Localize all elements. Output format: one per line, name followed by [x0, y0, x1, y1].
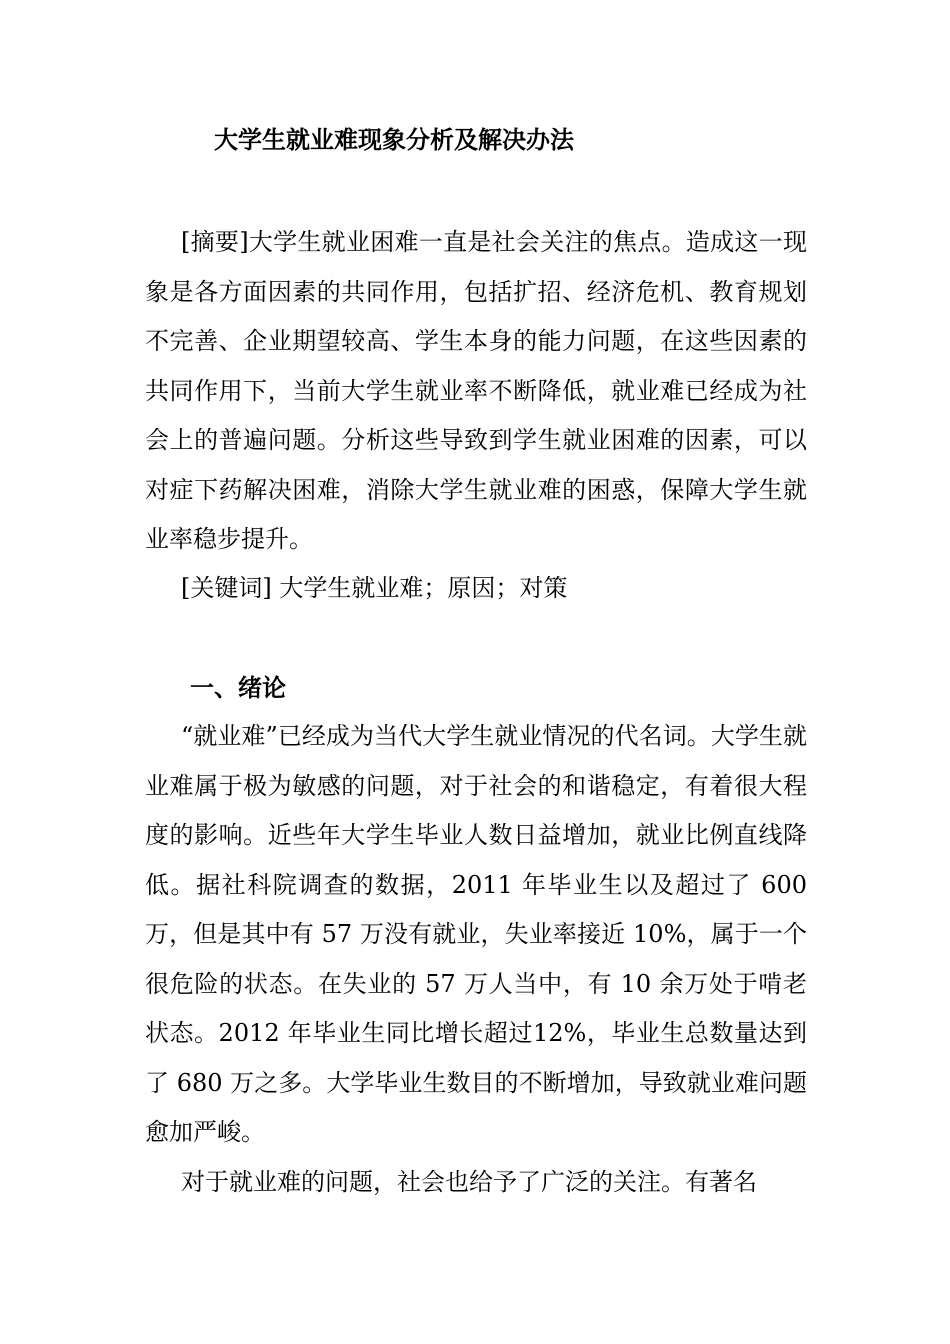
document-title: 大学生就业难现象分析及解决办法: [214, 126, 574, 154]
abstract-paragraph: [摘要]大学生就业困难一直是社会关注的焦点。造成这一现象是各方面因素的共同作用，包括扩招、经济危机、教育规划不完善、企业期望较高、学生本身的能力问题，在这些因素的共同作用下，当前大学生就业率不断降低，就业难已经成为社会上的普遍问题。分析这些导致到学生就业困难的因素，可以对症下药解决困难，消除大学生就业难的困惑，保障大学生就业率稳步提升。: [145, 228, 807, 553]
section-heading-introduction: 一、绪论: [190, 674, 286, 702]
introduction-paragraph-1: “就业难”已经成为当代大学生就业情况的代名词。大学生就业难属于极为敏感的问题，对于社会的和谐稳定，有着很大程度的影响。近些年大学生毕业人数日益增加，就业比例直线降低。据社科院调查的数据，2011 年毕业生以及超过了 600 万，但是其中有 57 万没有就业，失业率接近 10%，属于一个很危险的状态。在失业的 57 万人当中，有 10 余万处于啃老状态。2012 年毕业生同比增长超过12%，毕业生总数量达到了 680 万之多。大学毕业生数目的不断增加，导致就业难问题愈加严峻。: [145, 722, 807, 1146]
introduction-paragraph-2: 对于就业难的问题，社会也给予了广泛的关注。有著名: [181, 1168, 757, 1196]
keywords-paragraph: [关键词] 大学生就业难；原因；对策: [181, 574, 568, 602]
